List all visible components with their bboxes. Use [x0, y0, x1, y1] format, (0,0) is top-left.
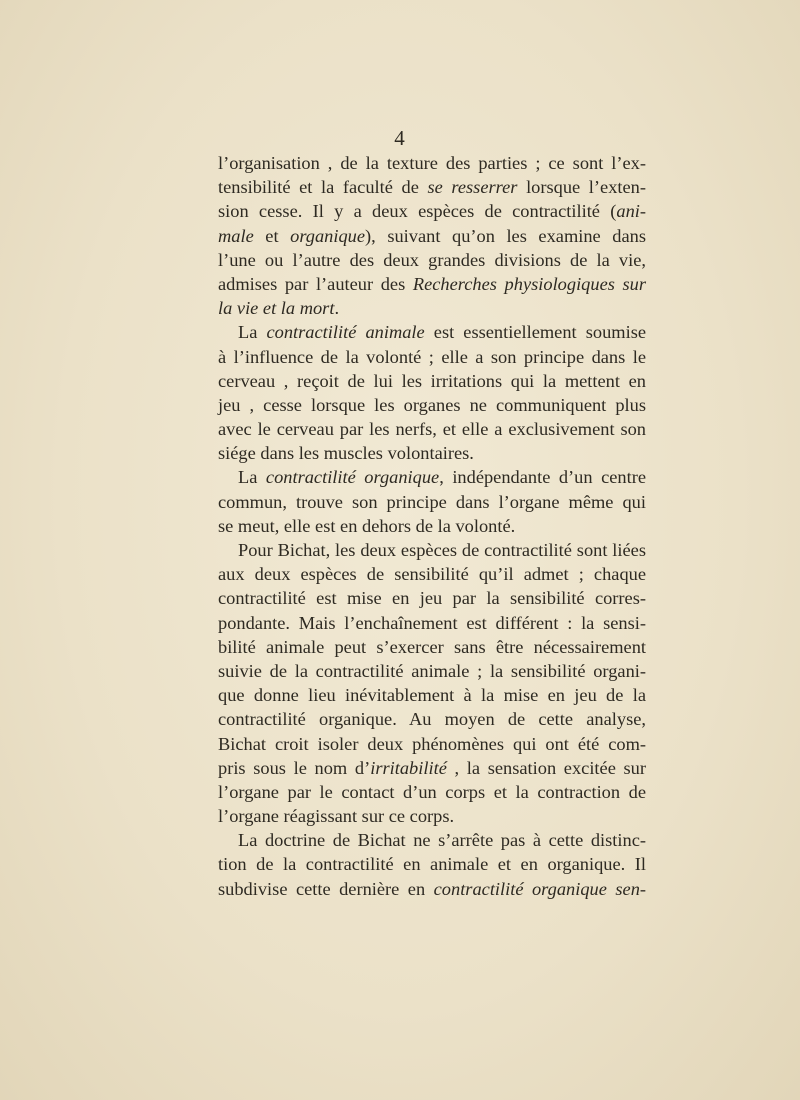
- text-line: se meut, elle est en dehors de la volonté.: [218, 515, 516, 536]
- paragraph: [218, 465, 646, 538]
- text-line: la vie et la mort.: [218, 298, 340, 319]
- text-line: jeu , cesse lorsque les organes ne communiquent plus: [218, 394, 646, 415]
- text-line: subdivise cette dernière en contractilité organique sen-: [218, 878, 647, 899]
- text-line: contractilité est mise en jeu par la sensibilité corres-: [218, 588, 646, 609]
- text-line: l’organe réagissant sur ce corps.: [218, 806, 455, 827]
- text-line: que donne lieu inévitablement à la mise en jeu de la: [218, 685, 646, 706]
- text-line: pondante. Mais l’enchaînement est différent : la sensi-: [218, 612, 646, 633]
- paragraph: [218, 320, 646, 465]
- body-text: [218, 151, 646, 901]
- paragraph: [218, 151, 646, 320]
- text-line: sion cesse. Il y a deux espèces de contractilité (ani-: [218, 201, 646, 222]
- text-line: avec le cerveau par les nerfs, et elle a exclusivement son: [218, 419, 646, 440]
- paragraph: [218, 828, 646, 901]
- text-line: male et organique), suivant qu’on les examine dans: [218, 225, 646, 246]
- text-line: pris sous le nom d’irritabilité , la sensation excitée sur: [218, 757, 647, 778]
- text-line: Bichat croit isoler deux phénomènes qui ont été com-: [218, 733, 646, 754]
- text-line: bilité animale peut s’exercer sans être nécessairement: [218, 636, 646, 657]
- text-line: La doctrine de Bichat ne s’arrête pas à cette distinc-: [238, 830, 646, 851]
- text-line: Pour Bichat, les deux espèces de contractilité sont liées: [238, 540, 646, 560]
- text-line: à l’influence de la volonté ; elle a son principe dans le: [218, 346, 646, 367]
- text-line: contractilité organique. Au moyen de cette analyse,: [218, 709, 646, 730]
- text-line: l’organisation , de la texture des parties ; ce sont l’ex-: [218, 153, 646, 173]
- text-line: tensibilité et la faculté de se resserrer lorsque l’exten-: [218, 177, 646, 198]
- text-line: l’organe par le contact d’un corps et la contraction de: [218, 781, 646, 802]
- text-line: cerveau , reçoit de lui les irritations qui la mettent en: [218, 370, 646, 391]
- text-line: suivie de la contractilité animale ; la sensibilité organi-: [218, 660, 646, 681]
- text-line: siége dans les muscles volontaires.: [218, 443, 474, 464]
- text-line: aux deux espèces de sensibilité qu’il admet ; chaque: [218, 564, 646, 585]
- text-line: La contractilité organique, indépendante d’un centre: [238, 467, 646, 488]
- page-number: 4: [394, 126, 406, 150]
- text-line: admises par l’auteur des Recherches physiologiques sur: [218, 273, 647, 294]
- text-line: tion de la contractilité en animale et en organique. Il: [218, 854, 646, 875]
- text-line: La contractilité animale est essentiellement soumise: [238, 322, 647, 343]
- text-line: commun, trouve son principe dans l’organe même qui: [218, 491, 646, 512]
- text-line: l’une ou l’autre des deux grandes divisions de la vie,: [218, 249, 646, 270]
- paragraph: [218, 538, 646, 828]
